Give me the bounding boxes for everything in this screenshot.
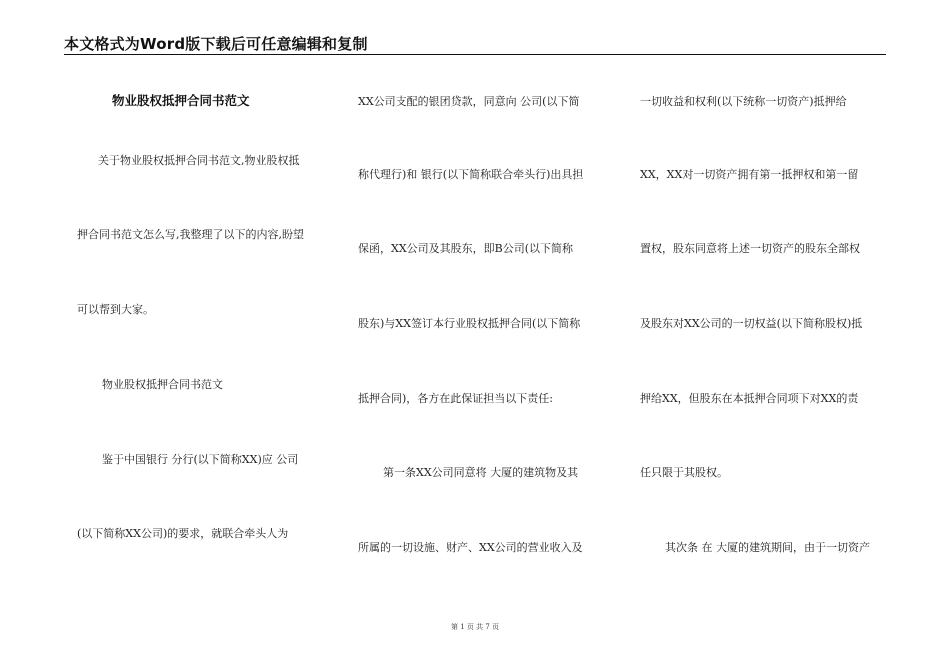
paragraph-line: 所属的一切设施、财产、XX公司的营业收入及 [358, 541, 583, 554]
paragraph-line: (以下简称XX公司)的要求，就联合牵头人为 [77, 527, 289, 540]
paragraph-line: 押合同书范文怎么写,我整理了以下的内容,盼望 [77, 228, 304, 241]
page-number: 第 1 页 共 7 页 [450, 623, 500, 631]
paragraph-line: 抵押合同)，各方在此保证担当以下责任: [358, 392, 553, 405]
paragraph-line: 保函，XX公司及其股东，即B公司(以下简称 [358, 242, 574, 255]
paragraph-line: 物业股权抵押合同书范文 [102, 378, 223, 391]
text-column-1 [0, 0, 340, 672]
paragraph-line: XX公司支配的银团贷款，同意向 公司(以下简 [358, 95, 580, 108]
paragraph-line: 一切收益和权利(以下统称一切资产)抵押给 [640, 95, 847, 108]
text-column-2 [340, 0, 620, 672]
paragraph-line: 鉴于中国银行 分行(以下简称XX)应 公司 [102, 453, 299, 466]
paragraph-line: XX，XX对一切资产拥有第一抵押权和第一留 [640, 168, 859, 181]
paragraph-line: 股东)与XX签订本行业股权抵押合同(以下简称 [358, 317, 581, 330]
text-column-3 [620, 0, 950, 672]
paragraph-line: 及股东对XX公司的一切权益(以下简称股权)抵 [640, 317, 863, 330]
paragraph-line: 置权，股东同意将上述一切资产的股东全部权 [640, 242, 860, 255]
paragraph-line: 关于物业股权抵押合同书范文,物业股权抵 [98, 154, 300, 167]
paragraph-line: 第一条XX公司同意将 大厦的建筑物及其 [383, 466, 579, 479]
header-banner: 本文格式为Word版下载后可任意编辑和复制 [64, 35, 368, 53]
paragraph-line: 其次条 在 大厦的建筑期间，由于一切资产 [665, 541, 870, 554]
paragraph-line: 称代理行)和 银行(以下简称联合牵头行)出具担 [358, 168, 584, 181]
paragraph-line: 可以帮到大家。 [77, 303, 154, 316]
paragraph-line: 任只限于其股权。 [640, 466, 728, 479]
paragraph-line: 押给XX，但股东在本抵押合同项下对XX的责 [640, 392, 859, 405]
document-title: 物业股权抵押合同书范文 [112, 93, 250, 108]
